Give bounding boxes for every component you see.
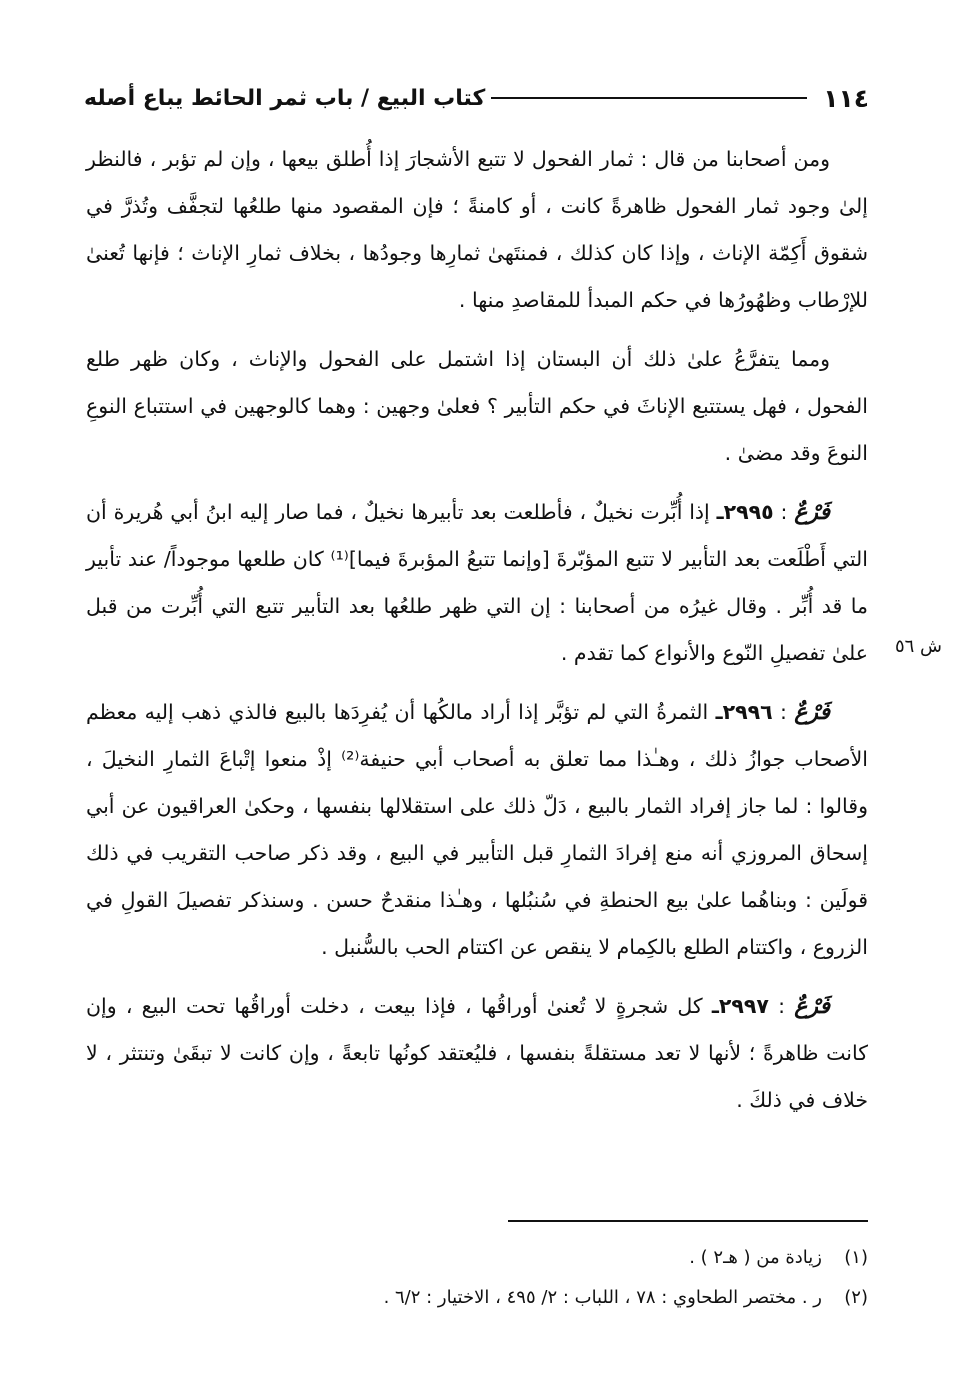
main-text	[86, 136, 868, 1136]
paragraph-text: إذا أُبِّرت نخيلٌ ، فأطلعت بعد تأبيرها نخيلٌ ، فما صار إليه ابنُ أبي هُريرة أن التي أَطْلَعت بعد التأبير لا تتبع المؤبّرةَ [وإنما تتبعُ المؤبرةَ فيما]⁽¹⁾ كان طلعها موجوداً/ عند تأبير ما قد أُبِّر . وقال غيرُه من أصحابنا : إن التي ظهر طلعُها بعد التأبير تتبع التي أُبِّرت من قبل علىٰ تفصيلِ النّوع والأنواع كما تقدم .	[86, 500, 869, 665]
paragraph-far-2996: فَرْعٌ : ٢٩٩٦ـ الثمرةُ التي لم تؤبَّر إذا أراد مالكُها أن يُفرِدَها بالبيع فالذي ذهب إليه معظم الأصحاب جوازُ ذلك ، وهـٰذا مما تعلق به أصحاب أبي حنيفة⁽²⁾ إذْ منعوا إتْباعَ الثمارِ النخيلَ ، وقالوا : لما جاز إفراد الثمار بالبيع ، دَلّ ذلك على استقلالها بنفسها ، وحكىٰ العراقيون عن أبي إسحاق المروزي أنه منع إفرادَ الثمارِ قبل التأبير في البيع ، وقد ذكر صاحب التقريب في ذلك قولَين : وبناهُما علىٰ بيع الحنطةِ في سُنبُلها ، وهـٰذا منقدحٌ حسن . وسنذكر تفصيلَ القولِ في الزروع ، واكتتام الطلع بالكِمام لا ينقص عن اكتتام الحب بالسُّنبل .	[86, 699, 868, 959]
paragraph-far-2997: فَرْعٌ : ٢٩٩٧ـ كل شجرةٍ لا تُعنىٰ أوراقُها ، فإذا بيعت ، دخلت أوراقُها تحت البيع ، وإن كانت ظاهرةً ؛ لأنها لا تعد مستقلةً بنفسها ، فليُعتقد كونُها تابعةً ، وإن كانت لا تبقَىٰ وتنتثر ، لا خلاف في ذلكَ .	[86, 993, 868, 1112]
footnotes	[86, 1238, 868, 1318]
footnote-text: ر . مختصر الطحاوي : ٧٨ ، اللباب : ٢/ ٤٩٥ ، الاختيار : ٦/٢ .	[383, 1287, 822, 1308]
paragraph-text: كل شجرةٍ لا تُعنىٰ أوراقُها ، فإذا بيعت ، دخلت أوراقُها تحت البيع ، وإن كانت ظاهرةً ؛ لأنها لا تعد مستقلةً بنفسها ، فليُعتقد كونُها تابعةً ، وإن كانت لا تبقَىٰ وتنتثر ، لا خلاف في ذلكَ .	[86, 994, 868, 1112]
issue-number: ٢٩٩٦ـ	[715, 700, 773, 724]
footnote-text: زيادة من ( هـ٢ ) .	[689, 1247, 822, 1268]
section-label: فَرْعٌ	[794, 499, 830, 525]
issue-number: ٢٩٩٥ـ	[716, 500, 774, 524]
footnote-item	[86, 1278, 868, 1318]
issue-number: ٢٩٩٧ـ	[711, 994, 769, 1018]
paragraph-text: ومما يتفرَّعُ علىٰ ذلك أن البستان إذا اشتمل على الفحول والإناث ، وكان ظهر طلع الفحول ، فهل يستتبع الإناثَ في حكم التأبير ؟ فعلىٰ وجهين : وهما كالوجهين في استتباع النوعِ النوعَ وقد مضىٰ .	[86, 347, 868, 465]
footnote-number: (١)	[844, 1247, 868, 1268]
paragraph-far-2995: فَرْعٌ : ٢٩٩٥ـ إذا أُبِّرت نخيلٌ ، فأطلعت بعد تأبيرها نخيلٌ ، فما صار إليه ابنُ أبي هُريرة أن التي أَطْلَعت بعد التأبير لا تتبع المؤبّرةَ [وإنما تتبعُ المؤبرةَ فيما]⁽¹⁾ كان طلعها موجوداً/ عند تأبير ما قد أُبِّر . وقال غيرُه من أصحابنا : إن التي ظهر طلعُها بعد التأبير تتبع التي أُبِّرت من قبل علىٰ تفصيلِ النّوع والأنواع كما تقدم .	[86, 499, 869, 665]
footnote-rule	[508, 1220, 868, 1222]
paragraph-2	[86, 336, 868, 477]
paragraph-1	[86, 136, 868, 324]
running-header	[84, 78, 869, 118]
section-label: فَرْعٌ	[794, 993, 830, 1019]
header-title: كتاب البيع / باب ثمر الحائط يباع أصله	[84, 85, 486, 111]
page-number: ١١٤	[823, 83, 869, 113]
paragraph-text: ومن أصحابنا من قال : ثمار الفحول لا تتبع الأشجارَ إذا أُطلق بيعها ، وإن لم تؤبر ، فالنظر إلىٰ وجود ثمار الفحول ظاهرةً كانت ، أو كامنةً ؛ فإن المقصود منها طلعُها لتجفَّف وتُذرَّ في شقوق أَكِمّة الإناث ، وإذا كان كذلك ، فمنتَهىٰ ثمارِها وجودُها ، بخلاف ثمارِ الإناث ؛ فإنها تُعنىٰ للإرْطاب وظهُورُها في حكم المبدأ للمقاصدِ منها .	[86, 147, 868, 312]
footnote-item	[86, 1238, 868, 1278]
margin-manuscript-note: ش ٥٦	[894, 636, 942, 657]
footnote-number: (٢)	[844, 1287, 868, 1308]
section-label: فَرْعٌ	[794, 699, 830, 725]
paragraph-text: الثمرةُ التي لم تؤبَّر إذا أراد مالكُها أن يُفرِدَها بالبيع فالذي ذهب إليه معظم الأصحاب جوازُ ذلك ، وهـٰذا مما تعلق به أصحاب أبي حنيفة⁽²⁾ إذْ منعوا إتْباعَ الثمارِ النخيلَ ، وقالوا : لما جاز إفراد الثمار بالبيع ، دَلّ ذلك على استقلالها بنفسها ، وحكىٰ العراقيون عن أبي إسحاق المروزي أنه منع إفرادَ الثمارِ قبل التأبير في البيع ، وقد ذكر صاحب التقريب في ذلك قولَين : وبناهُما علىٰ بيع الحنطةِ في سُنبُلها ، وهـٰذا منقدحٌ حسن . وسنذكر تفصيلَ القولِ في الزروع ، واكتتام الطلع بالكِمام لا ينقص عن اكتتام الحب بالسُّنبل .	[86, 700, 868, 959]
header-rule	[491, 97, 807, 99]
